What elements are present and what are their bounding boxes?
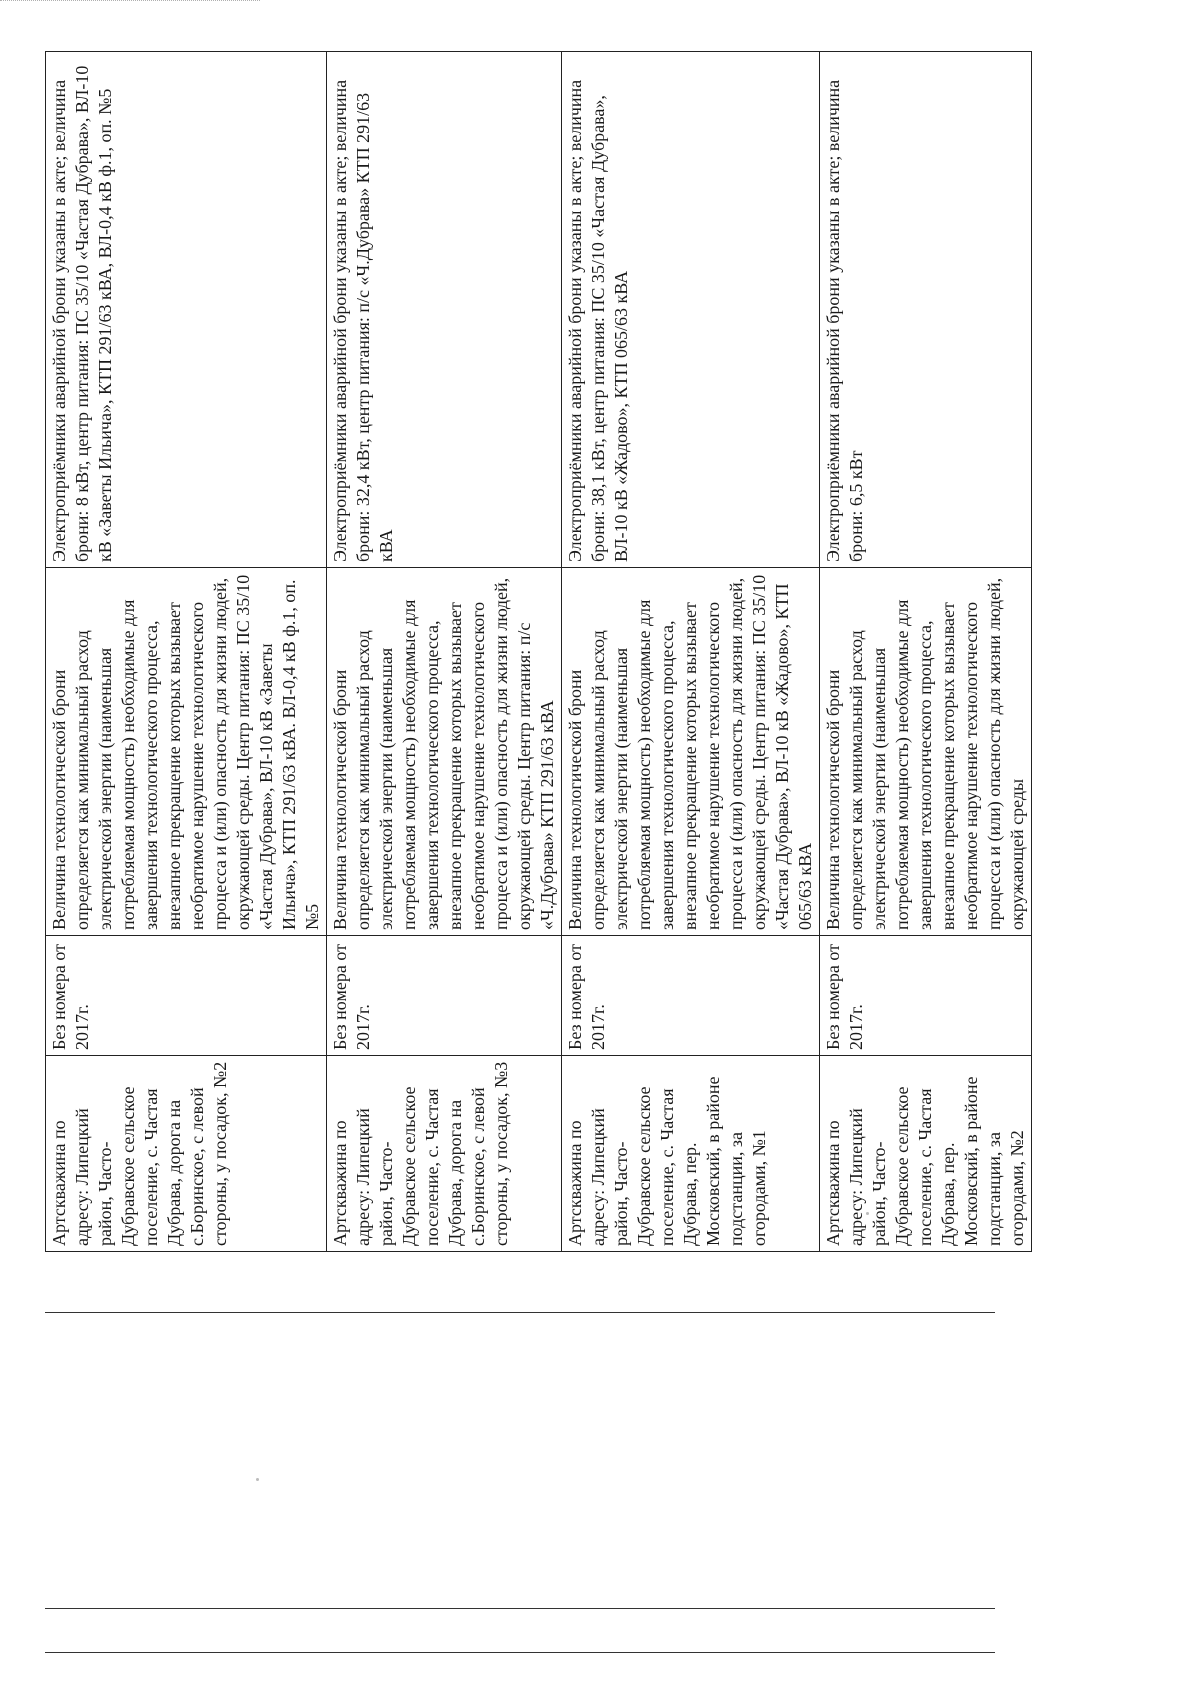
reserve-definition-cell: Величина технологической брони определяется как минимальный расход электрической энергии (наименьшая потребляемая мощность) необходимые для завершения технологического процесса, внезапное прекращение которых вызывает необратимое нарушение технологического процесса и (или) опасность для жизни людей, окружающей среды. Центр питания: п/с «Ч.Дубрава» КТП 291/63 кВА	[327, 568, 562, 936]
divider-line	[45, 1608, 995, 1609]
receivers-cell: Электроприёмники аварийной брони указаны в акте; величина брони: 38,1 кВт, центр питания: ПС 35/10 «Частая Дубрава», ВЛ-10 кВ «Жадово», КТП 065/63 кВА	[562, 52, 820, 568]
act-number-cell: Без номера от 2017г.	[562, 936, 820, 1056]
table-row	[562, 52, 820, 1252]
act-number-cell: Без номера от 2017г.	[820, 936, 1032, 1056]
divider-line	[45, 1312, 995, 1313]
act-number-cell: Без номера от 2017г.	[46, 936, 327, 1056]
scan-speck	[866, 1212, 869, 1215]
object-address-cell: Артскважина по адресу: Липецкий район, Часто-Дубравское сельское поселение, с. Частая Дубрава, дорога на с.Боринское, с левой стороны, у посадок, №2	[46, 1056, 327, 1252]
table-row	[327, 52, 562, 1252]
scan-edge-marks	[0, 0, 260, 11]
rotated-table-wrapper	[45, 52, 1027, 1252]
reserve-definition-cell: Величина технологической брони определяется как минимальный расход электрической энергии (наименьшая потребляемая мощность) необходимые для завершения технологического процесса, внезапное прекращение которых вызывает необратимое нарушение технологического процесса и (или) опасность для жизни людей, окружающей среды. Центр питания: ПС 35/10 «Частая Дубрава», ВЛ-10 кВ «Жадово», КТП 065/63 кВА	[562, 568, 820, 936]
divider-line	[45, 1652, 995, 1653]
receivers-cell: Электроприёмники аварийной брони указаны в акте; величина брони: 32,4 кВт, центр питания: п/с «Ч.Дубрава» КТП 291/63 кВА	[327, 52, 562, 568]
table-row	[820, 52, 1032, 1252]
receivers-cell: Электроприёмники аварийной брони указаны в акте; величина брони: 6,5 кВт	[820, 52, 1032, 568]
scan-speck	[256, 1478, 259, 1481]
object-address-cell: Артскважина по адресу: Липецкий район, Часто-Дубравское сельское поселение, с. Частая Дубрава, дорога на с.Боринское, с левой стороны, у посадок, №3	[327, 1056, 562, 1252]
reserve-definition-cell: Величина технологической брони определяется как минимальный расход электрической энергии (наименьшая потребляемая мощность) необходимые для завершения технологического процесса, внезапное прекращение которых вызывает необратимое нарушение технологического процесса и (или) опасность для жизни людей, окружающей среды. Центр питания: ПС 35/10 «Частая Дубрава», ВЛ-10 кВ «Заветы Ильича», КТП 291/63 кВА. ВЛ-0,4 кВ ф.1, оп. №5	[46, 568, 327, 936]
object-address-cell: Артскважина по адресу: Липецкий район, Часто-Дубравское сельское поселение, с. Частая Дубрава, пер. Московский, в районе подстанции, за огородами, №1	[562, 1056, 820, 1252]
table-row	[46, 52, 327, 1252]
act-number-cell: Без номера от 2017г.	[327, 936, 562, 1056]
emergency-reserve-table	[45, 51, 1032, 1252]
receivers-cell: Электроприёмники аварийной брони указаны в акте; величина брони: 8 кВт, центр питания: ПС 35/10 «Частая Дубрава», ВЛ-10 кВ «Заветы Ильича», КТП 291/63 кВА, ВЛ-0,4 кВ ф.1, оп. №5	[46, 52, 327, 568]
reserve-definition-cell: Величина технологической брони определяется как минимальный расход электрической энергии (наименьшая потребляемая мощность) необходимые для завершения технологического процесса, внезапное прекращение которых вызывает необратимое нарушение технологического процесса и (или) опасность для жизни людей, окружающей среды	[820, 568, 1032, 936]
object-address-cell: Артскважина по адресу: Липецкий район, Часто-Дубравское сельское поселение, с. Частая Дубрава, пер. Московский, в районе подстанции, за огородами, №2	[820, 1056, 1032, 1252]
